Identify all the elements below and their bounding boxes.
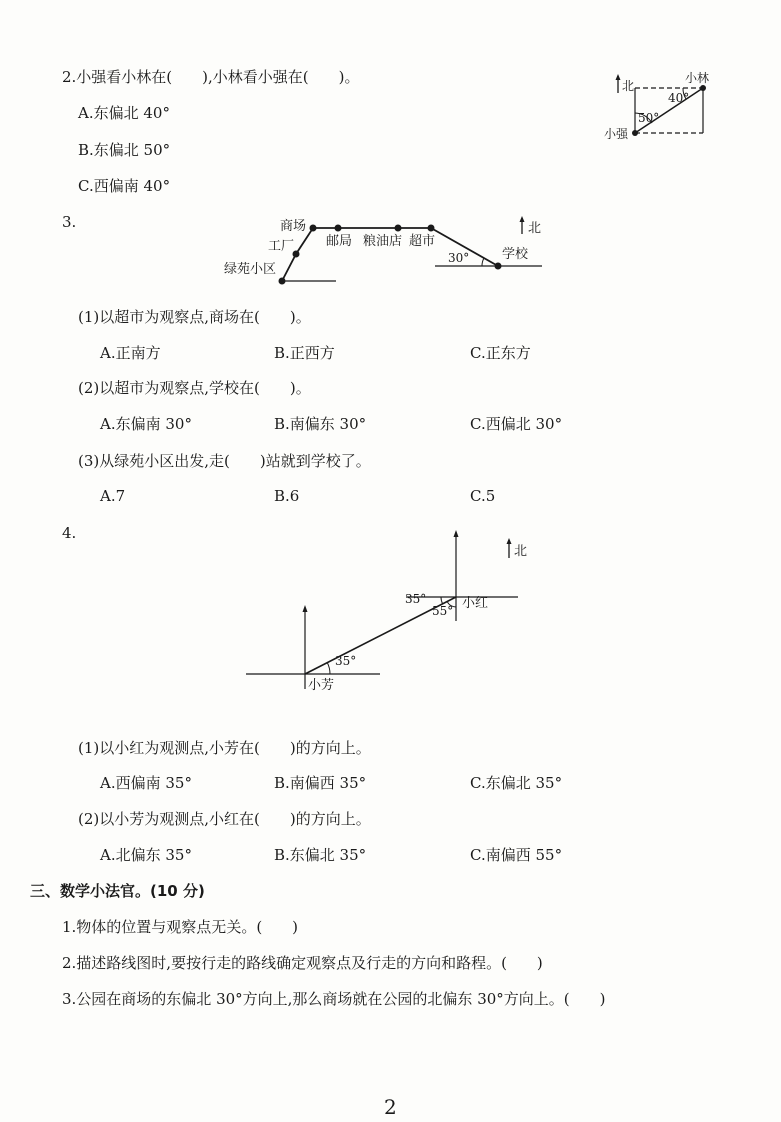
stop-label-factory: 工厂 [268,239,295,254]
stop-label-grain-store: 粮油店 [363,234,403,249]
north-arrow-icon [616,74,621,93]
q4-sub2-option-a[interactable]: A.北偏东 35° [100,846,192,864]
q2-figure [595,65,725,145]
q3-angle-30: 30° [448,251,470,265]
q3-sub2-option-b[interactable]: B.南偏东 30° [274,415,367,433]
stop-label-mall: 商场 [280,219,307,234]
q4-sub2-stem: (2)以小芳为观测点,小红在( )的方向上。 [78,810,371,828]
q3-sub2-option-a[interactable]: A.东偏南 30° [100,415,192,433]
stop-label-school: 学校 [502,247,529,262]
q3-sub1-stem: (1)以超市为观察点,商场在( )。 [78,308,311,326]
page-number: 2 [384,1095,397,1119]
q4-number: 4. [62,524,77,542]
q2-north-label: 北 [622,79,635,93]
q4-sub2-option-c[interactable]: C.南偏西 55° [470,846,563,864]
q4-angle-35-b: 35° [335,654,357,668]
stop-label-supermarket: 超市 [409,234,436,249]
q3-route-map [220,210,560,295]
q3-sub3-option-b[interactable]: B.6 [274,487,300,505]
north-arrow-icon [507,538,512,558]
q4-sub1-option-a[interactable]: A.西偏南 35° [100,774,192,792]
q3-sub3-option-a[interactable]: A.7 [100,487,126,505]
q4-angle-55: 55° [432,604,454,618]
q4-sub1-option-c[interactable]: C.东偏北 35° [470,774,563,792]
q3-north-label: 北 [528,221,542,236]
q2-option-c[interactable]: C.西偏南 40° [78,177,171,195]
q3-number: 3. [62,213,77,231]
section3-item-3[interactable]: 3.公园在商场的东偏北 30°方向上,那么商场就在公园的北偏东 30°方向上。( ) [62,990,606,1008]
q2-angle-40: 40° [668,91,690,105]
q4-sub1-stem: (1)以小红为观测点,小芳在( )的方向上。 [78,739,371,757]
q2-option-a[interactable]: A.东偏北 40° [78,104,170,122]
q4-north-label: 北 [514,544,528,559]
q3-sub1-option-c[interactable]: C.正东方 [470,344,531,362]
q2-xiaolin-label: 小林 [685,71,710,85]
q3-sub2-stem: (2)以超市为观察点,学校在( )。 [78,379,311,397]
q4-xiaohong-label: 小红 [462,596,489,611]
q4-figure [240,525,540,700]
section3-item-2[interactable]: 2.描述路线图时,要按行走的路线确定观察点及行走的方向和路程。( ) [62,954,543,972]
q4-angle-35-a: 35° [405,592,427,606]
q3-sub2-option-c[interactable]: C.西偏北 30° [470,415,563,433]
q2-xiaoqiang-label: 小强 [604,127,629,141]
q3-sub3-stem: (3)从绿苑小区出发,走( )站就到学校了。 [78,452,371,470]
q2-angle-50: 50° [638,111,660,125]
stop-label-lvyuan: 绿苑小区 [224,262,277,277]
section3-item-1[interactable]: 1.物体的位置与观察点无关。( ) [62,918,299,936]
q4-xiaofang-label: 小芳 [308,678,335,693]
q4-sub1-option-b[interactable]: B.南偏西 35° [274,774,367,792]
q3-sub1-option-a[interactable]: A.正南方 [100,344,161,362]
q3-sub3-option-c[interactable]: C.5 [470,487,496,505]
q3-sub1-option-b[interactable]: B.正西方 [274,344,335,362]
q2-stem: 2.小强看小林在( ),小林看小强在( )。 [62,68,360,86]
north-arrow-icon [520,216,525,234]
q4-sub2-option-b[interactable]: B.东偏北 35° [274,846,367,864]
section3-title: 三、数学小法官。(10 分) [30,882,205,900]
q2-option-b[interactable]: B.东偏北 50° [78,141,171,159]
stop-label-post-office: 邮局 [326,234,353,249]
